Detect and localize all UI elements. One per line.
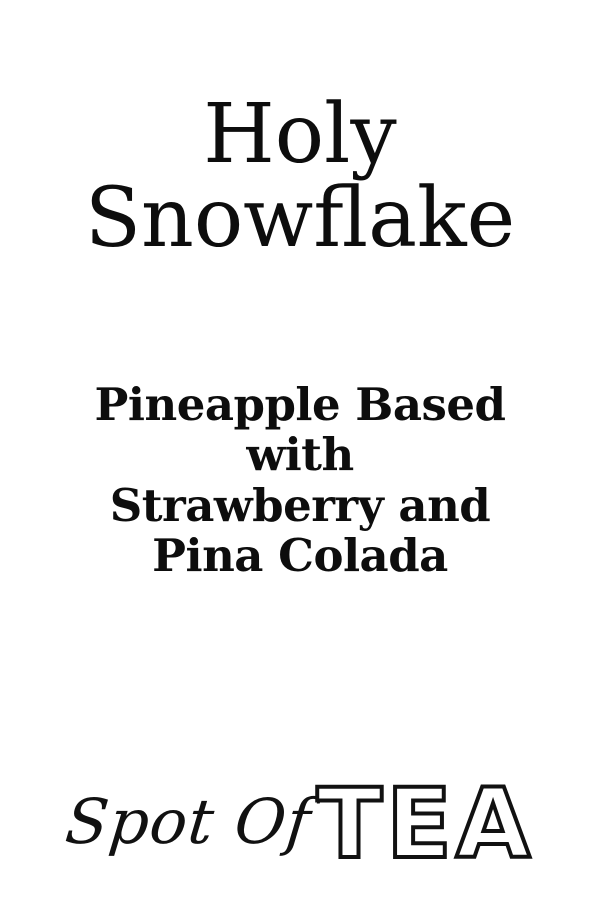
logo-block-text: TEA bbox=[316, 768, 535, 880]
logo-inner bbox=[0, 768, 600, 880]
logo-script-text: Spot Of bbox=[62, 784, 315, 858]
description-line-1: Pineapple Based bbox=[94, 377, 506, 431]
page-title bbox=[0, 87, 600, 267]
brand-logo bbox=[0, 730, 600, 880]
description-line-3: Strawberry and bbox=[109, 478, 491, 532]
drink-description bbox=[0, 377, 600, 582]
title-line-1: Holy bbox=[203, 87, 397, 182]
description-line-2: with bbox=[246, 428, 354, 482]
title-line-2: Snowflake bbox=[84, 171, 516, 267]
description-line-4: Pina Colada bbox=[152, 528, 448, 582]
